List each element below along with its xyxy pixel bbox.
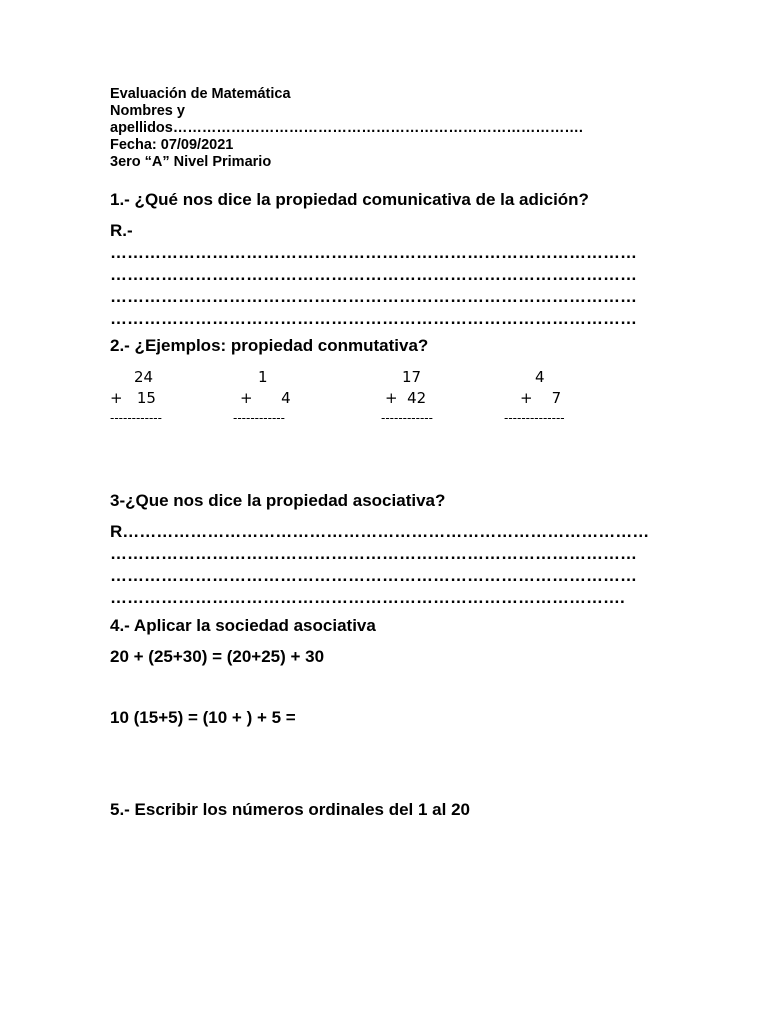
question-5-text: 5.- Escribir los números ordinales del 1 al 20 [110,800,470,819]
equation-2: 10 (15+5) = (10 + ) + 5 = [110,708,296,727]
answer-line: ………………………………………………………………………………… [110,243,637,262]
question-4-text: 4.- Aplicar la sociedad asociativa [110,616,376,635]
answer-prefix: R.- [110,221,133,240]
answer-line: ………………………………………………………………………………… [110,287,637,306]
equation-1: 20 + (25+30) = (20+25) + 30 [110,647,325,666]
example-4-dash: -------------- [504,411,565,425]
question-2-text: 2.- ¿Ejemplos: propiedad conmutativa? [110,336,429,355]
answer-line: ………………………………………………………………………………… [110,265,637,284]
example-3-dash: ------------ [381,411,433,425]
example-1-top: 24 [134,368,154,386]
example-3-top: 17 [402,368,422,386]
example-2-dash: ------------ [233,411,285,425]
answer-line: R………………………………………………………………………………… [110,522,650,541]
answer-line: ………………………………………………………………………………… [110,309,637,328]
answer-line: ………………………………………………………………………………. [110,588,625,607]
question-1-text: 1.- ¿Qué nos dice la propiedad comunicativa de la adición? [110,190,589,209]
exam-date: Fecha: 07/09/2021 [110,137,234,153]
example-1-bottom: + 15 [110,389,156,407]
example-4-bottom: + 7 [520,389,562,407]
question-3-text: 3-¿Que nos dice la propiedad asociativa? [110,491,446,510]
answer-line: ………………………………………………………………………………… [110,566,637,585]
grade-label: 3ero “A” Nivel Primario [110,154,272,170]
exam-title: Evaluación de Matemática [110,86,291,102]
example-2-top: 1 [258,368,268,386]
names-line: apellidos…………………………………………………………………………. [110,120,583,136]
example-3-bottom: + 42 [385,389,427,407]
example-1-dash: ------------ [110,411,162,425]
answer-line: ………………………………………………………………………………… [110,544,637,563]
example-2-bottom: + 4 [240,389,291,407]
example-4-top: 4 [535,368,545,386]
names-label: Nombres y [110,103,185,119]
